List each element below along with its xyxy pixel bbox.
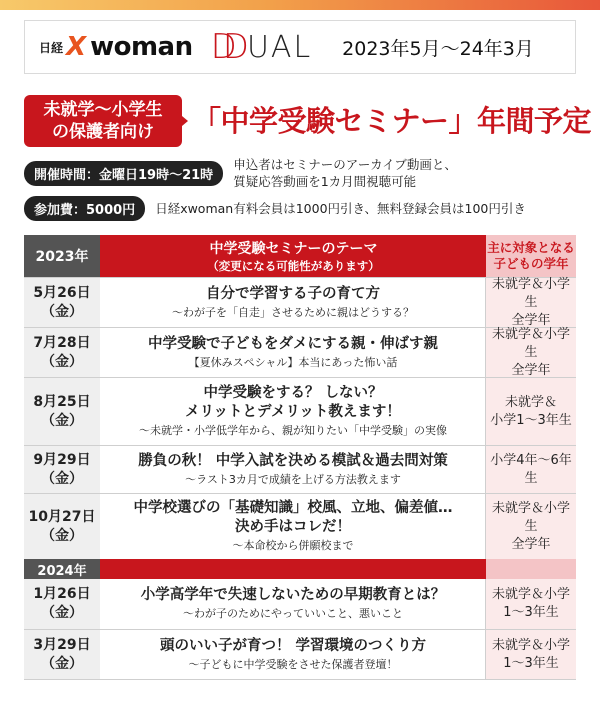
event-grade bbox=[486, 494, 576, 559]
event-theme bbox=[100, 494, 486, 559]
table-row bbox=[24, 377, 576, 445]
event-grade-line-2: 1～3年生 bbox=[503, 605, 559, 620]
header-theme-line-2: （変更になる可能性があります） bbox=[207, 259, 380, 273]
header-logo-box bbox=[24, 20, 576, 74]
event-title-line-2: メリットとデメリット教えます！ bbox=[185, 404, 401, 420]
fee-info-row bbox=[24, 196, 526, 221]
event-grade bbox=[486, 278, 576, 327]
event-dow-text: （金） bbox=[41, 655, 83, 672]
logo-nikkei-text: 日経 bbox=[39, 40, 64, 55]
event-grade bbox=[486, 378, 576, 445]
logo-dual-ual: UAL bbox=[246, 29, 313, 65]
event-theme bbox=[100, 630, 486, 679]
event-dow-text: （金） bbox=[41, 527, 83, 544]
event-title-line-2: 決め手はコレだ！ bbox=[235, 519, 351, 535]
event-grade-line-2: 小学1～3年生 bbox=[490, 412, 572, 428]
table-row bbox=[24, 327, 576, 377]
event-grade-line-1: 未就学＆ bbox=[504, 394, 557, 410]
event-title: 勝負の秋！ 中学入試を決める模試＆過去問対策 bbox=[138, 452, 448, 469]
time-info-row bbox=[24, 156, 457, 190]
event-date bbox=[24, 278, 100, 327]
schedule-table bbox=[24, 235, 576, 680]
event-date bbox=[24, 579, 100, 629]
event-subtitle: ～ラスト3カ月で成績を上げる方法教えます bbox=[185, 472, 401, 486]
event-title: 中学受験をする？ しない？ bbox=[203, 385, 383, 401]
event-theme bbox=[100, 446, 486, 493]
event-grade-line-2: 全学年 bbox=[511, 362, 551, 378]
year-2024-label: 2024年 bbox=[24, 559, 100, 579]
event-date bbox=[24, 446, 100, 493]
year-separator-red bbox=[100, 559, 486, 579]
time-note-line-1: 申込者はセミナーのアーカイブ動画と、 bbox=[233, 157, 457, 172]
event-dow-text: （金） bbox=[41, 605, 83, 621]
event-date bbox=[24, 328, 100, 377]
logo-woman-text: woman bbox=[90, 32, 193, 62]
target-line-1: 未就学～小学生 bbox=[43, 100, 163, 120]
event-theme bbox=[100, 579, 486, 629]
event-grade-line-1: 小学4年～6年生 bbox=[490, 452, 572, 486]
event-grade-line-1: 未就学＆小学生 bbox=[491, 326, 570, 360]
event-subtitle: ～わが子のためにやっていいこと、悪いこと bbox=[183, 607, 403, 620]
event-grade-line-1: 未就学＆小学生 bbox=[491, 276, 570, 310]
logo-dual-dd: DD bbox=[210, 27, 235, 67]
event-dow-text: （金） bbox=[41, 412, 83, 429]
event-title: 中学受験で子どもをダメにする親・伸ばす親 bbox=[148, 335, 438, 352]
year-separator-row bbox=[24, 559, 576, 579]
event-date-text: 1月26日 bbox=[33, 586, 91, 602]
event-subtitle: ～わが子を「自走」させるために親はどうする？ bbox=[172, 305, 414, 319]
table-header-row bbox=[24, 235, 576, 277]
event-grade-line-1: 未就学＆小学 bbox=[491, 637, 570, 653]
header-grade-line-2: 子どもの学年 bbox=[493, 256, 569, 271]
fee-note: 日経xwoman有料会員は1000円引き、無料登録会員は100円引き bbox=[155, 201, 526, 216]
event-date bbox=[24, 494, 100, 559]
time-note bbox=[233, 156, 457, 190]
header-theme-line-1: 中学受験セミナーのテーマ bbox=[209, 241, 378, 257]
badge-arrow-icon bbox=[176, 111, 188, 131]
event-dow-text: （金） bbox=[41, 303, 83, 320]
event-theme bbox=[100, 378, 486, 445]
event-date-text: 9月29日 bbox=[33, 451, 91, 468]
header-year-2023: 2023年 bbox=[24, 235, 100, 277]
target-audience-badge bbox=[24, 95, 182, 147]
year-separator-pink bbox=[486, 559, 576, 579]
event-subtitle: 【夏休みスペシャル】本当にあった怖い話 bbox=[188, 355, 398, 369]
event-grade bbox=[486, 579, 576, 629]
header-theme bbox=[100, 235, 486, 277]
header-grade bbox=[486, 235, 576, 277]
event-grade-line-1: 未就学＆小学生 bbox=[491, 500, 570, 534]
period-text: 2023年5月～24年3月 bbox=[342, 37, 534, 60]
event-title: 頭のいい子が育つ！ 学習環境のつくり方 bbox=[159, 637, 427, 654]
logo-dual bbox=[211, 27, 313, 67]
event-dow-text: （金） bbox=[41, 353, 83, 370]
event-dow-text: （金） bbox=[41, 470, 83, 487]
event-date bbox=[24, 378, 100, 445]
time-note-line-2: 質疑応答動画を1カ月間視聴可能 bbox=[233, 174, 417, 189]
event-date-text: 3月29日 bbox=[33, 636, 91, 653]
event-theme bbox=[100, 278, 486, 327]
logo-x-mark: X bbox=[66, 32, 87, 62]
event-grade bbox=[486, 328, 576, 377]
table-row bbox=[24, 629, 576, 679]
event-grade-line-2: 1～3年生 bbox=[503, 655, 559, 671]
table-row bbox=[24, 579, 576, 629]
time-pill: 開催時間：金曜日19時～21時 bbox=[24, 161, 223, 186]
event-grade bbox=[486, 446, 576, 493]
event-grade bbox=[486, 630, 576, 679]
table-row bbox=[24, 445, 576, 493]
event-grade-line-1: 未就学＆小学 bbox=[491, 587, 570, 602]
top-gradient-bar bbox=[0, 0, 600, 10]
event-date-text: 5月26日 bbox=[33, 284, 91, 301]
event-date bbox=[24, 630, 100, 679]
event-subtitle: ～子どもに中学受験をさせた保護者登壇！ bbox=[188, 657, 398, 671]
table-bottom-border bbox=[24, 679, 576, 680]
event-title: 自分で学習する子の育て方 bbox=[206, 285, 380, 302]
target-line-2: の保護者向け bbox=[52, 122, 154, 142]
event-subtitle: ～本命校から併願校まで bbox=[232, 539, 354, 552]
table-row bbox=[24, 493, 576, 559]
event-date-text: 8月25日 bbox=[33, 393, 91, 410]
table-row bbox=[24, 277, 576, 327]
event-subtitle: ～未就学・小学低学年から、親が知りたい「中学受験」の実像 bbox=[139, 424, 447, 437]
event-title: 小学高学年で失速しないための早期教育とは？ bbox=[140, 587, 446, 603]
fee-pill: 参加費：5000円 bbox=[24, 196, 145, 221]
event-date-text: 10月27日 bbox=[28, 508, 96, 525]
event-date-text: 7月28日 bbox=[33, 334, 91, 351]
event-title: 中学校選びの「基礎知識」校風、立地、偏差値… bbox=[133, 500, 453, 516]
event-grade-line-2: 全学年 bbox=[511, 536, 551, 552]
page-title: 「中学受験セミナー」年間予定 bbox=[192, 104, 592, 138]
header-grade-line-1: 主に対象となる bbox=[487, 240, 575, 255]
event-grade-line-2: 全学年 bbox=[511, 312, 551, 328]
event-theme bbox=[100, 328, 486, 377]
